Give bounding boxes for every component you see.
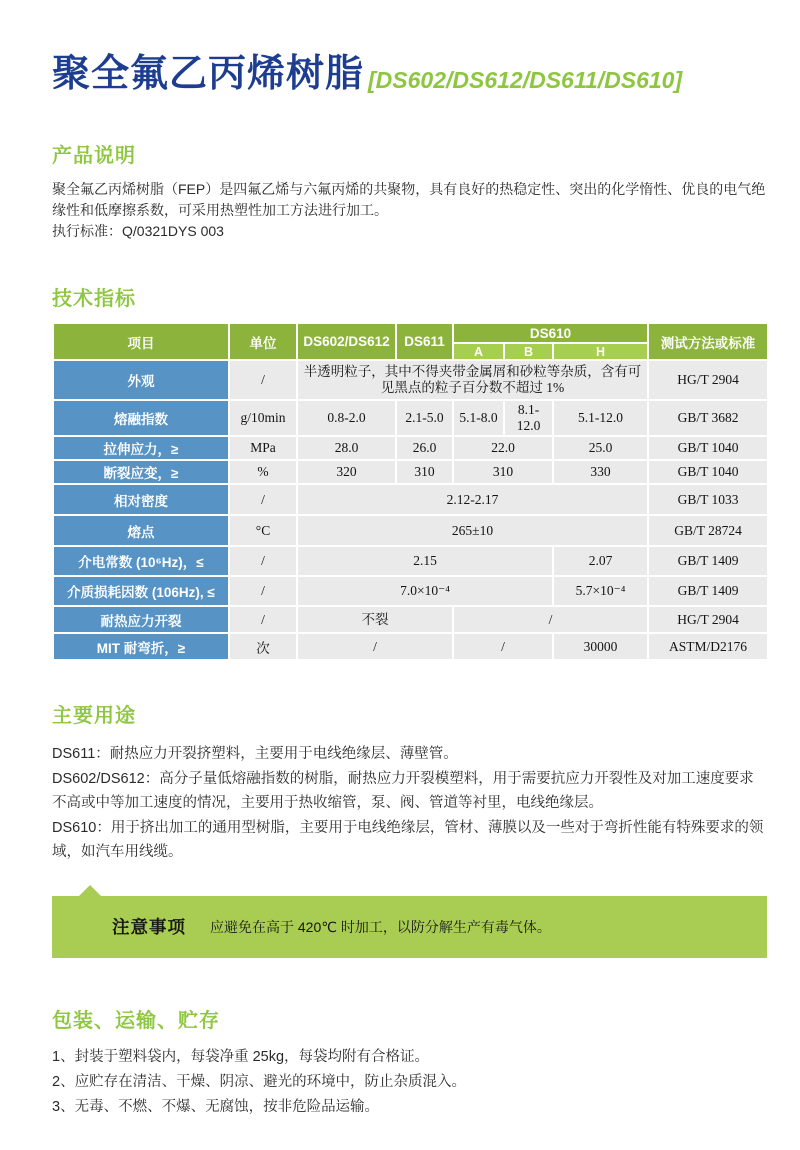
spec-cell-label: 熔点 [53, 515, 229, 546]
spec-cell-label: 外观 [53, 360, 229, 400]
spec-table-body [53, 360, 768, 660]
spec-cell-label: 拉伸应力，≥ [53, 436, 229, 460]
spec-table-row [53, 633, 768, 660]
spec-cell-value: 半透明粒子，其中不得夹带金属屑和砂粒等杂质，含有可见黑点的粒子百分数不超过 1% [297, 360, 648, 400]
page-header [52, 55, 767, 93]
spec-cell-method: GB/T 1033 [648, 484, 768, 515]
spec-cell-value: 265±10 [297, 515, 648, 546]
spec-cell-method: GB/T 3682 [648, 400, 768, 436]
spec-cell-unit: / [229, 576, 297, 606]
main-uses-heading: 主要用途 [52, 705, 136, 727]
spec-cell-label: 耐热应力开裂 [53, 606, 229, 633]
spec-cell-value: 2.1-5.0 [396, 400, 453, 436]
product-description-text: 聚全氟乙丙烯树脂（FEP）是四氟乙烯与六氟丙烯的共聚物，具有良好的热稳定性、突出的化学惰性、优良的电气绝缘性和低摩擦系数，可采用热塑性加工方法进行加工。 [52, 181, 766, 218]
spec-table-row [53, 576, 768, 606]
spec-cell-unit: g/10min [229, 400, 297, 436]
spec-cell-value: 320 [297, 460, 396, 484]
spec-cell-unit: MPa [229, 436, 297, 460]
spec-table-row [53, 484, 768, 515]
spec-table-row [53, 460, 768, 484]
packaging-item-1: 1、封装于塑料袋内，每袋净重 25kg，每袋均附有合格证。 [52, 1048, 430, 1065]
page-title-models: [DS602/DS612/DS611/DS610] [368, 66, 683, 93]
spec-cell-value: 22.0 [453, 436, 553, 460]
packaging-heading: 包装、运输、贮存 [52, 1009, 220, 1032]
spec-cell-value: 5.7×10⁻⁴ [553, 576, 648, 606]
spec-cell-value: 28.0 [297, 436, 396, 460]
spec-cell-label: 相对密度 [53, 484, 229, 515]
use-item-ds610: DS610：用于挤出加工的通用型树脂，主要用于电线绝缘层，管材、薄膜以及一些对于弯折性能有特殊要求的领域，如汽车用线缆。 [52, 819, 764, 860]
spec-cell-value: 2.15 [297, 546, 553, 576]
spec-cell-method: GB/T 1040 [648, 436, 768, 460]
col-header-ds602: DS602/DS612 [297, 323, 396, 360]
product-standard-text: 执行标准：Q/0321DYS 003 [52, 223, 224, 239]
spec-cell-value: 7.0×10⁻⁴ [297, 576, 553, 606]
notice-text: 应避免在高于 420℃ 时加工，以防分解生产有毒气体。 [210, 918, 551, 935]
spec-cell-unit: 次 [229, 633, 297, 660]
spec-cell-label: 介质损耗因数 (106Hz), ≤ [53, 576, 229, 606]
spec-cell-method: HG/T 2904 [648, 360, 768, 400]
section-technical-specs [52, 282, 767, 661]
spec-cell-unit: / [229, 546, 297, 576]
use-item-ds602-ds612: DS602/DS612：高分子量低熔融指数的树脂，耐热应力开裂模塑料，用于需要抗应力开裂性及对加工速度要求不高或中等加工速度的情况，主要用于热收缩管，泵、阀、管道等衬里，电线绝缘层。 [52, 770, 754, 811]
spec-cell-unit: / [229, 484, 297, 515]
packaging-item-3: 3、无毒、不燃、不爆、无腐蚀，按非危险品运输。 [52, 1098, 380, 1115]
spec-cell-value: / [453, 606, 648, 633]
spec-cell-value: 25.0 [553, 436, 648, 460]
col-subheader-b: B [504, 343, 553, 360]
spec-cell-value: 8.1-12.0 [504, 400, 553, 436]
spec-cell-value: 2.12-2.17 [297, 484, 648, 515]
spec-table-head [53, 323, 768, 360]
spec-cell-value: 0.8-2.0 [297, 400, 396, 436]
spec-cell-method: ASTM/D2176 [648, 633, 768, 660]
spec-cell-label: MIT 耐弯折，≥ [53, 633, 229, 660]
spec-table-row [53, 606, 768, 633]
spec-table-row [53, 546, 768, 576]
spec-cell-method: GB/T 28724 [648, 515, 768, 546]
col-header-unit: 单位 [229, 323, 297, 360]
spec-cell-unit: / [229, 606, 297, 633]
col-header-ds610: DS610 [453, 323, 648, 343]
up-triangle-icon [78, 885, 102, 897]
spec-cell-method: HG/T 2904 [648, 606, 768, 633]
notice-heading: 注意事项 [112, 917, 186, 937]
product-description-heading: 产品说明 [52, 145, 136, 167]
col-subheader-h: H [553, 343, 648, 360]
spec-cell-value: 330 [553, 460, 648, 484]
section-product-description [52, 139, 767, 242]
spec-cell-value: 2.07 [553, 546, 648, 576]
spec-cell-label: 熔融指数 [53, 400, 229, 436]
packaging-item-2: 2、应贮存在清洁、干燥、阴凉、避光的环境中，防止杂质混入。 [52, 1073, 467, 1090]
page-title: 聚全氟乙丙烯树脂 [52, 53, 365, 95]
notice-box [52, 896, 767, 958]
spec-cell-unit: % [229, 460, 297, 484]
use-item-ds611: DS611：耐热应力开裂挤塑料，主要用于电线绝缘层、薄壁管。 [52, 746, 458, 762]
spec-cell-value: / [453, 633, 553, 660]
technical-specs-heading: 技术指标 [52, 288, 136, 310]
spec-cell-value: 30000 [553, 633, 648, 660]
spec-cell-method: GB/T 1040 [648, 460, 768, 484]
spec-table-row [53, 360, 768, 400]
spec-cell-value: 26.0 [396, 436, 453, 460]
spec-cell-label: 断裂应变，≥ [53, 460, 229, 484]
spec-table-row [53, 436, 768, 460]
col-subheader-a: A [453, 343, 504, 360]
col-header-method: 测试方法或标准 [648, 323, 768, 360]
spec-cell-value: 5.1-8.0 [453, 400, 504, 436]
col-header-ds611: DS611 [396, 323, 453, 360]
spec-cell-value: 5.1-12.0 [553, 400, 648, 436]
spec-cell-method: GB/T 1409 [648, 546, 768, 576]
col-header-item: 项目 [53, 323, 229, 360]
spec-cell-value: / [297, 633, 453, 660]
spec-cell-method: GB/T 1409 [648, 576, 768, 606]
spec-cell-label: 介电常数 (10⁶Hz)，≤ [53, 546, 229, 576]
spec-cell-value: 不裂 [297, 606, 453, 633]
spec-table [52, 322, 769, 661]
spec-table-row [53, 515, 768, 546]
section-main-uses [52, 699, 767, 865]
spec-cell-value: 310 [396, 460, 453, 484]
spec-cell-value: 310 [453, 460, 553, 484]
section-packaging [52, 1004, 767, 1120]
spec-cell-unit: / [229, 360, 297, 400]
spec-table-row [53, 400, 768, 436]
spec-cell-unit: °C [229, 515, 297, 546]
